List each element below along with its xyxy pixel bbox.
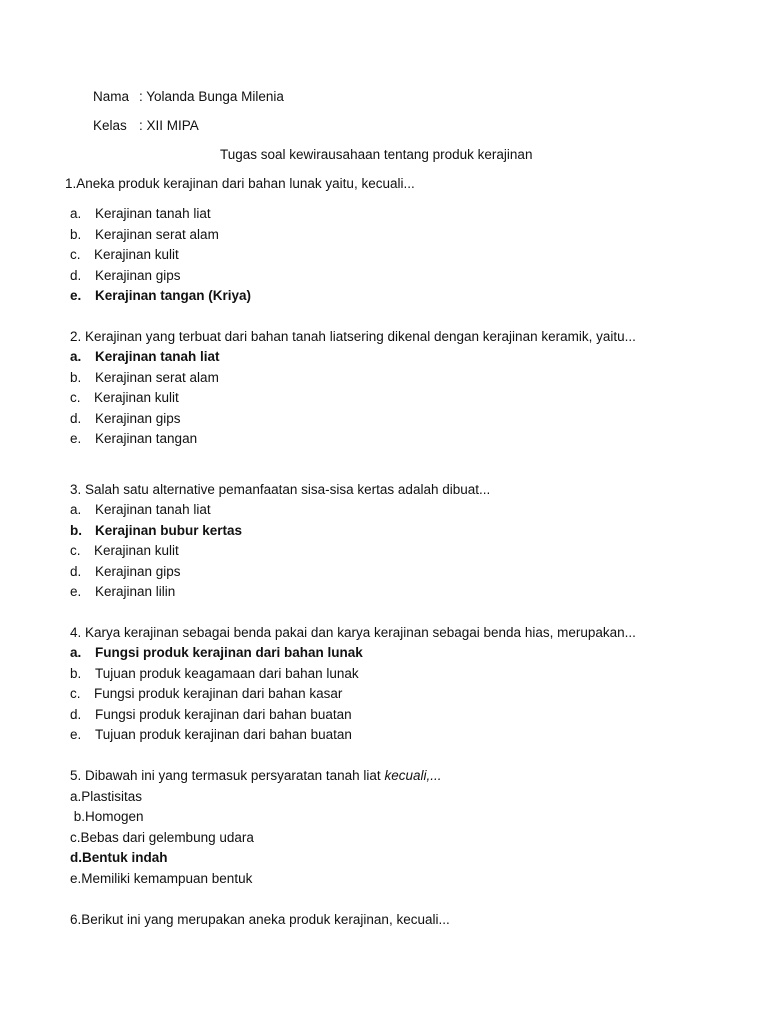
option-2b: b. Kerajinan serat alam [70,370,219,385]
option-4a: a. Fungsi produk kerajinan dari bahan lunak [70,645,363,660]
option-3c: c. Kerajinan kulit [70,543,179,558]
option-5c: c.Bebas dari gelembung udara [70,830,254,845]
question-3: 3. Salah satu alternative pemanfaatan sisa-sisa kertas adalah dibuat... [70,482,491,497]
option-1a: a. Kerajinan tanah liat [70,206,211,221]
question-5: 5. Dibawah ini yang termasuk persyaratan tanah liat kecuali,... [70,768,442,783]
option-4c: c. Fungsi produk kerajinan dari bahan kasar [70,686,343,701]
question-6: 6.Berikut ini yang merupakan aneka produk kerajinan, kecuali... [70,912,450,927]
option-1e: e. Kerajinan tangan (Kriya) [70,288,252,303]
class-label: Kelas [93,118,127,133]
question-1: 1.Aneka produk kerajinan dari bahan lunak yaitu, kecuali... [65,176,415,191]
option-2c: c. Kerajinan kulit [70,390,179,405]
option-3b: b. Kerajinan bubur kertas [70,523,243,538]
question-4: 4. Karya kerajinan sebagai benda pakai dan karya kerajinan sebagai benda hias, merupakan... [70,625,636,640]
option-3d: d. Kerajinan gips [70,564,181,579]
option-4b: b. Tujuan produk keagamaan dari bahan lunak [70,666,359,681]
option-2a: a. Kerajinan tanah liat [70,349,220,364]
option-4d: d. Fungsi produk kerajinan dari bahan buatan [70,707,352,722]
option-1d: d. Kerajinan gips [70,268,181,283]
document-title: Tugas soal kewirausahaan tentang produk kerajinan [220,147,533,162]
option-5e: e.Memiliki kemampuan bentuk [70,871,253,886]
option-4e: e. Tujuan produk kerajinan dari bahan buatan [70,727,352,742]
option-5b: b.Homogen [70,809,144,824]
question-5-italic: kecuali,... [384,768,442,783]
name-label: Nama [93,89,130,104]
option-1c: c. Kerajinan kulit [70,247,179,262]
option-3a: a. Kerajinan tanah liat [70,502,211,517]
name-value: : Yolanda Bunga Milenia [139,89,284,104]
option-2d: d. Kerajinan gips [70,411,181,426]
option-2e: e. Kerajinan tangan [70,431,198,446]
class-value: : XII MIPA [139,118,199,133]
option-3e: e. Kerajinan lilin [70,584,176,599]
option-1b: b. Kerajinan serat alam [70,227,219,242]
option-5a: a.Plastisitas [70,789,143,804]
question-2: 2. Kerajinan yang terbuat dari bahan tanah liatsering dikenal dengan kerajinan keramik, yaitu... [70,329,636,344]
option-5d: d.Bentuk indah [70,850,168,865]
